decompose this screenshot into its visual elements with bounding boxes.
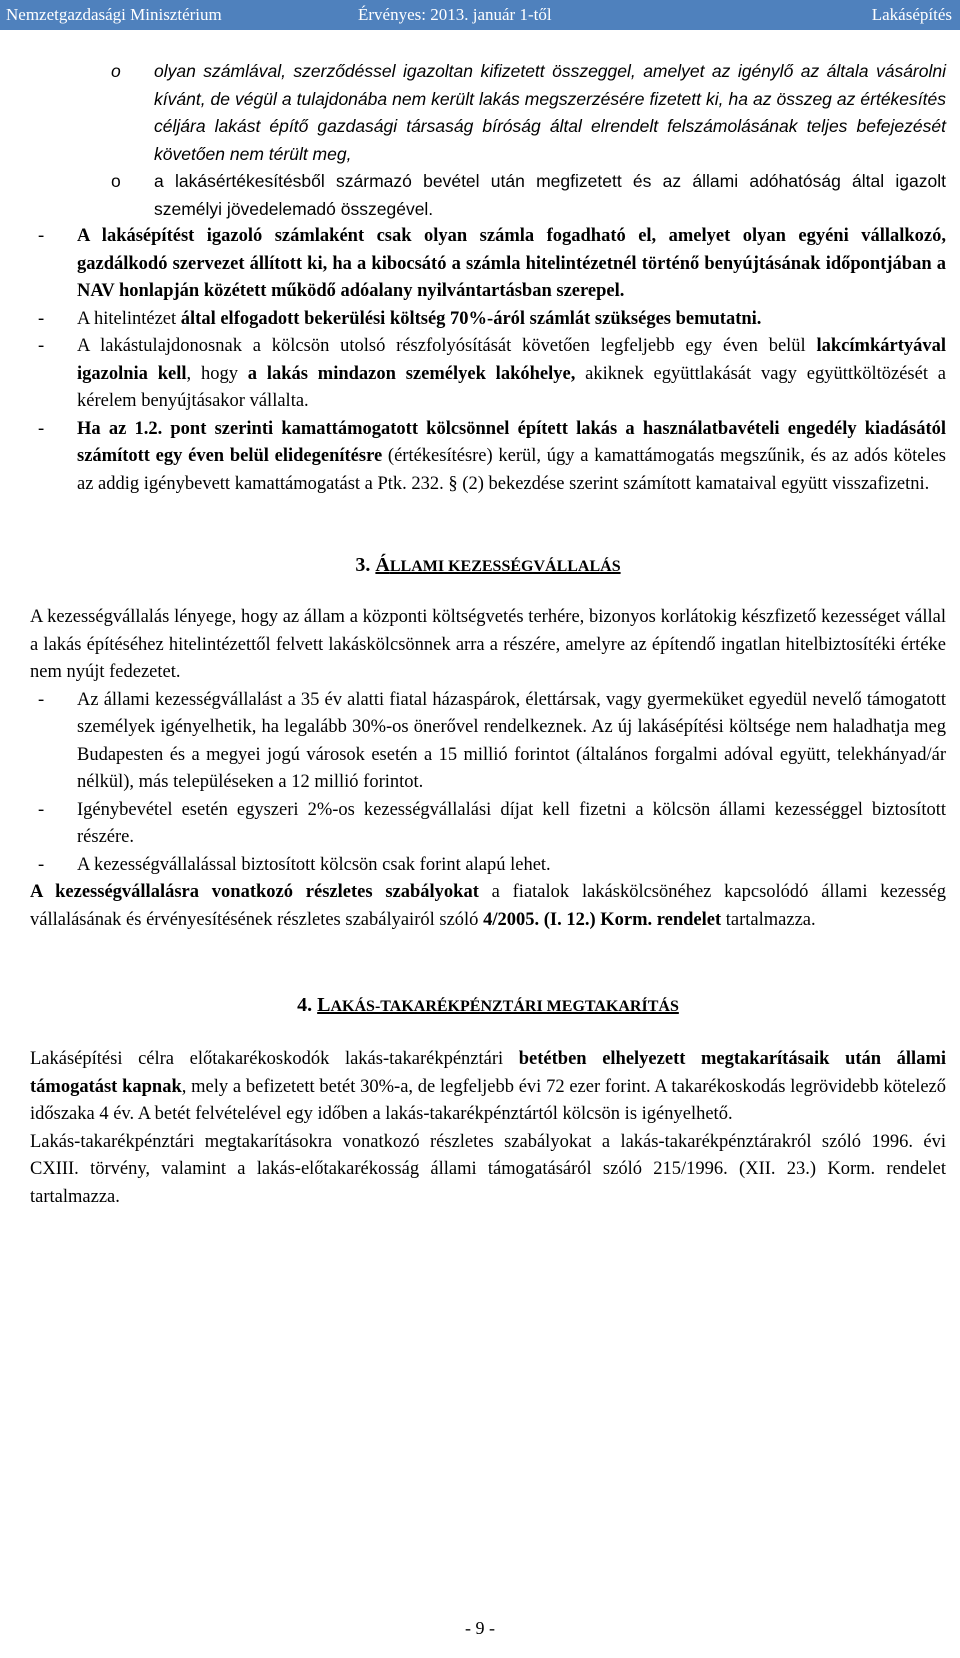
list-item bbox=[30, 333, 946, 416]
list-item-text: , hogy bbox=[186, 363, 248, 384]
list-item-bold: A lakásépítést igazoló számlaként csak olyan számla fogadható el, amelyet olyan egyéni vállalkozó, gazdálkodó szervezet állított ki, ha a kibocsátó a számla hitelintézetnél történő benyújtásának időpontjában a NAV honlapján közétett működő adóalany nyilvántartásban szerepel. bbox=[77, 226, 946, 301]
section-paragraph: Lakás-takarékpénztári megtakarításokra vonatkozó részletes szabályokat a lakás-takarékpénztárakról szóló 1996. évi CXIII. törvény, valamint a lakás-előtakarékosság állami támogatásáról szóló 215/1996. (XII. 23.) Korm. rendelet tartalmazza. bbox=[30, 1131, 946, 1207]
section-paragraph: A kezességvállalás lényege, hogy az állam a központi költségvetés terhére, bizonyos korlátokig készfizető kezességet vállal a lakás építéséhez hitelintézettől felvett lakáskölcsönnek arra a részére, amelyre az építendő ingatlan hitelbiztosítéki értéke nem nyújt fedezetet. bbox=[30, 607, 946, 682]
section-number: 3. bbox=[355, 554, 371, 576]
dash-mark: - bbox=[38, 336, 45, 356]
section-paragraph: Lakásépítési célra előtakarékoskodók lakás-takarékpénztári betétben elhelyezett megtakarításaik után állami támogatást kapnak, mely a befizetett betét 30%-a, de legfeljebb évi 72 ezer forint. A takarékoskodás legrövidebb kötelező időszaka 4 év. A betét felvételével egy időben a lakás-takarékpénztártól kölcsön is igényelhető. bbox=[30, 1049, 947, 1124]
dash-mark: - bbox=[38, 689, 45, 710]
list-item-text: (értékesítésre) kerül, úgy a kamattámogatás megszűnik, és az adós köteles az addig igénybevett kamattámogatást a Ptk. 232. § (2) bekezdése szerint számított kamataival együtt visszafizetni. bbox=[77, 446, 946, 494]
sub-bullet bbox=[30, 168, 946, 223]
list-item-text: A lakástulajdonosnak a kölcsön utolsó részfolyósítását követően legfeljebb egy éven belül bbox=[77, 336, 817, 356]
list-item-bold: által elfogadott bekerülési költség 70%-áról számlát szükséges bemutatni. bbox=[180, 308, 762, 329]
section-number: 4. bbox=[297, 994, 313, 1016]
dash-mark: - bbox=[38, 308, 45, 329]
list-item-bold: Ha az 1.2. pont szerinti kamattámogatott kölcsönnel épített lakás a használatbavételi engedély kiadásától számított egy éven belül elidegenítésre bbox=[77, 418, 946, 466]
page-header bbox=[0, 0, 960, 30]
header-ministry: Nemzetgazdasági Minisztérium bbox=[6, 5, 222, 24]
list-item-bold: a lakás mindazon személyek lakóhelye, bbox=[247, 363, 576, 384]
section-title: LAKÁS-TAKARÉKPÉNZTÁRI MEGTAKARÍTÁS bbox=[317, 994, 679, 1016]
list-item bbox=[30, 797, 946, 852]
list-item bbox=[30, 687, 946, 797]
bullet-mark: o bbox=[111, 61, 121, 81]
sub-bullet-text: olyan számlával, szerződéssel igazoltan kifizetett összeggel, amelyet az igénylő az általa vásárolni kívánt, de végül a tulajdonába nem került lakás megszerzésére fizetett ki, ha az összeg az értékesítés céljára lakást építő gazdasági társaság bíróság által elrendelt felszámolásának teljes befejezését követően nem térült meg, bbox=[154, 61, 946, 164]
header-validity: Érvényes: 2013. január 1-től bbox=[358, 5, 552, 24]
list-item bbox=[30, 852, 946, 880]
dash-mark: - bbox=[38, 418, 45, 439]
sub-bullet bbox=[30, 58, 946, 168]
page-number: - 9 - bbox=[465, 1618, 495, 1638]
list-item bbox=[30, 223, 946, 306]
dash-mark: - bbox=[38, 799, 45, 820]
dash-mark: - bbox=[38, 226, 45, 246]
header-topic: Lakásépítés bbox=[871, 5, 952, 24]
list-item bbox=[30, 416, 946, 499]
section-closing: A kezességvállalásra vonatkozó részletes szabályokat a fiatalok lakáskölcsönéhez kapcsolódó állami kezesség vállalásának és érvényesítésének részletes szabályairól szóló 4/2005. (I. 12.) Korm. rendelet tartalmazza. bbox=[30, 882, 946, 930]
section-heading bbox=[30, 990, 946, 1022]
section-heading bbox=[30, 550, 946, 582]
list-item-text: akiknek együttlakását vagy együttköltözését a kérelem benyújtásakor vállalta. bbox=[77, 363, 947, 411]
list-item-bold: lakcímkártyával igazolnia kell bbox=[77, 336, 946, 384]
list-item-text: A kezességvállalással biztosított kölcsön csak forint alapú lehet. bbox=[77, 854, 551, 875]
sub-bullet-text: a lakásértékesítésből származó bevétel után megfizetett és az állami adóhatóság által igazolt személyi jövedelemadó összegével. bbox=[154, 171, 946, 219]
list-item-text: Az állami kezességvállalást a 35 év alatti fiatal házaspárok, élettársak, vagy gyermeküket egyedül nevelő támogatott személyek igényelhetik, ha legalább 30%-os önerővel rendelkeznek. Az új lakásépítési költsége nem haladhatja meg Budapesten és a megyei jogú városok esetén a 15 millió forintot (általános forgalmi adóval együtt, telekhányad/ár nélkül), más településeken a 12 millió forintot. bbox=[77, 689, 946, 792]
dash-mark: - bbox=[38, 854, 45, 875]
list-item bbox=[30, 306, 946, 334]
document-body bbox=[30, 58, 946, 1211]
bullet-mark: o bbox=[111, 171, 121, 191]
list-item-text: A hitelintézet bbox=[77, 308, 181, 329]
section-title: ÁLLAMI KEZESSÉGVÁLLALÁS bbox=[375, 554, 621, 576]
list-item-text: Igénybevétel esetén egyszeri 2%-os kezességvállalási díjat kell fizetni a kölcsön állami kezességgel biztosított részére. bbox=[77, 799, 946, 847]
